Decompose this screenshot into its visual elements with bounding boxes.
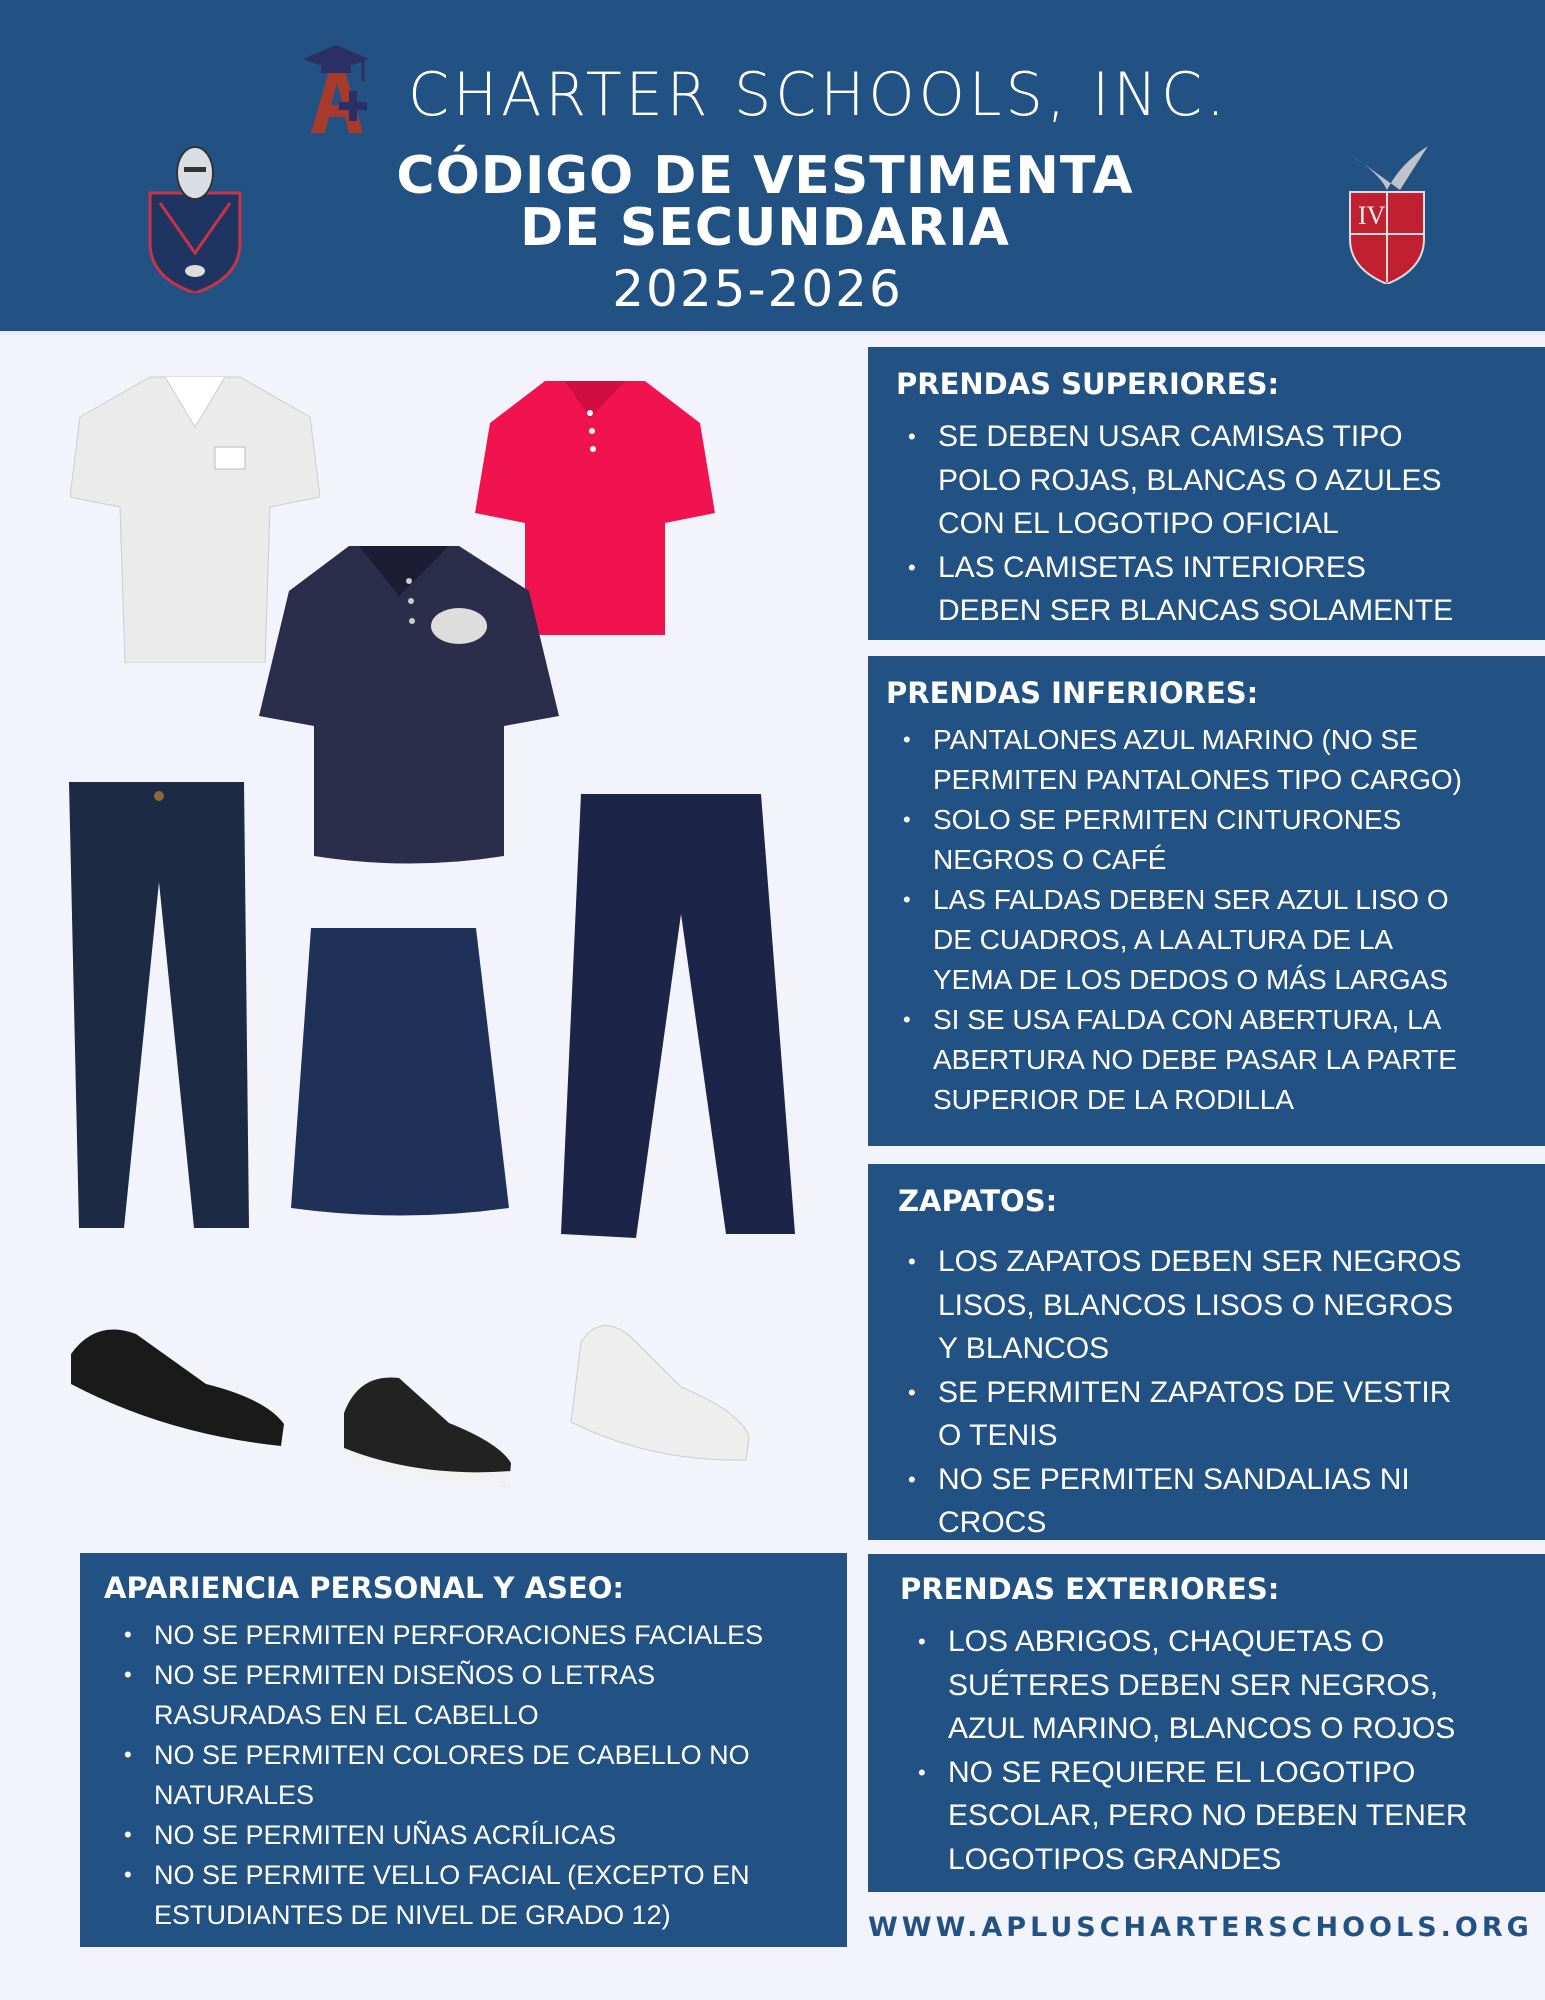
header bbox=[0, 0, 1545, 335]
section-prendas-superiores bbox=[868, 347, 1545, 640]
section-prendas-inferiores bbox=[868, 656, 1545, 1146]
list-item: • NO SE PERMITEN DISEÑOS O LETRAS RASURADAS EN EL CABELLO bbox=[154, 1655, 847, 1735]
canvas-sneaker-image bbox=[339, 1353, 515, 1487]
list-item: • LOS ZAPATOS DEBEN SER NEGROS LISOS, BLANCOS LISOS O NEGROS Y BLANCOS bbox=[938, 1240, 1545, 1371]
list-item: • SE DEBEN USAR CAMISAS TIPO POLO ROJAS, BLANCAS O AZULES CON EL LOGOTIPO OFICIAL bbox=[938, 415, 1545, 546]
website-link[interactable]: WWW.APLUSCHARTERSCHOOLS.ORG bbox=[868, 1912, 1533, 1943]
a-plus-logo bbox=[291, 41, 381, 133]
list-item: • LAS FALDAS DEBEN SER AZUL LISO O DE CUADROS, A LA ALTURA DE LA YEMA DE LOS DEDOS O MÁS LARGAS bbox=[933, 880, 1545, 1000]
section-prendas-exteriores bbox=[868, 1554, 1545, 1892]
list-item: • NO SE PERMITEN UÑAS ACRÍLICAS bbox=[154, 1815, 847, 1855]
svg-text:IV: IV bbox=[1358, 201, 1386, 230]
school-year: 2025-2026 bbox=[612, 260, 903, 318]
white-sneaker-image bbox=[561, 1312, 751, 1464]
list-item: • NO SE PERMITEN SANDALIAS NI CROCS bbox=[938, 1458, 1545, 1545]
list-item: • SI SE USA FALDA CON ABERTURA, LA ABERTURA NO DEBE PASAR LA PARTE SUPERIOR DE LA RODILLA bbox=[933, 1000, 1545, 1120]
section-apariencia-personal bbox=[80, 1553, 847, 1947]
list-item: • SOLO SE PERMITEN CINTURONES NEGROS O CAFÉ bbox=[933, 800, 1545, 880]
list-item: • NO SE REQUIERE EL LOGOTIPO ESCOLAR, PERO NO DEBEN TENER LOGOTIPOS GRANDES bbox=[948, 1751, 1545, 1882]
list-item: • LOS ABRIGOS, CHAQUETAS O SUÉTERES DEBEN SER NEGROS, AZUL MARINO, BLANCOS O ROJOS bbox=[948, 1620, 1545, 1751]
section-title: PRENDAS EXTERIORES: bbox=[900, 1572, 1280, 1606]
section-zapatos bbox=[868, 1164, 1545, 1540]
section-title: APARIENCIA PERSONAL Y ASEO: bbox=[104, 1571, 625, 1605]
navy-pants-image bbox=[64, 782, 250, 1228]
navy-skirt-image bbox=[291, 928, 509, 1218]
navy-trousers-image bbox=[561, 794, 795, 1238]
eagle-crest-logo bbox=[1340, 144, 1434, 284]
list-item: • PANTALONES AZUL MARINO (NO SE PERMITEN PANTALONES TIPO CARGO) bbox=[933, 720, 1545, 800]
list-item: • NO SE PERMITE VELLO FACIAL (EXCEPTO EN ESTUDIANTES DE NIVEL DE GRADO 12) bbox=[154, 1855, 847, 1935]
navy-polo-image bbox=[259, 536, 559, 864]
list-item: • LAS CAMISETAS INTERIORES DEBEN SER BLANCAS SOLAMENTE bbox=[938, 546, 1545, 633]
page-title-line1: CÓDIGO DE VESTIMENTA bbox=[396, 146, 1134, 206]
list-item: • NO SE PERMITEN COLORES DE CABELLO NO NATURALES bbox=[154, 1735, 847, 1815]
knight-crest-logo bbox=[140, 143, 250, 293]
section-title: PRENDAS SUPERIORES: bbox=[896, 367, 1280, 401]
page-title-line2: DE SECUNDARIA bbox=[520, 198, 1010, 258]
list-item: • SE PERMITEN ZAPATOS DE VESTIR O TENIS bbox=[938, 1371, 1545, 1458]
list-item: • NO SE PERMITEN PERFORACIONES FACIALES bbox=[154, 1615, 847, 1655]
black-sneaker-image bbox=[66, 1314, 286, 1446]
section-title: PRENDAS INFERIORES: bbox=[886, 676, 1259, 710]
org-name: CHARTER SCHOOLS, INC. bbox=[408, 60, 1229, 130]
section-title: ZAPATOS: bbox=[898, 1184, 1058, 1218]
